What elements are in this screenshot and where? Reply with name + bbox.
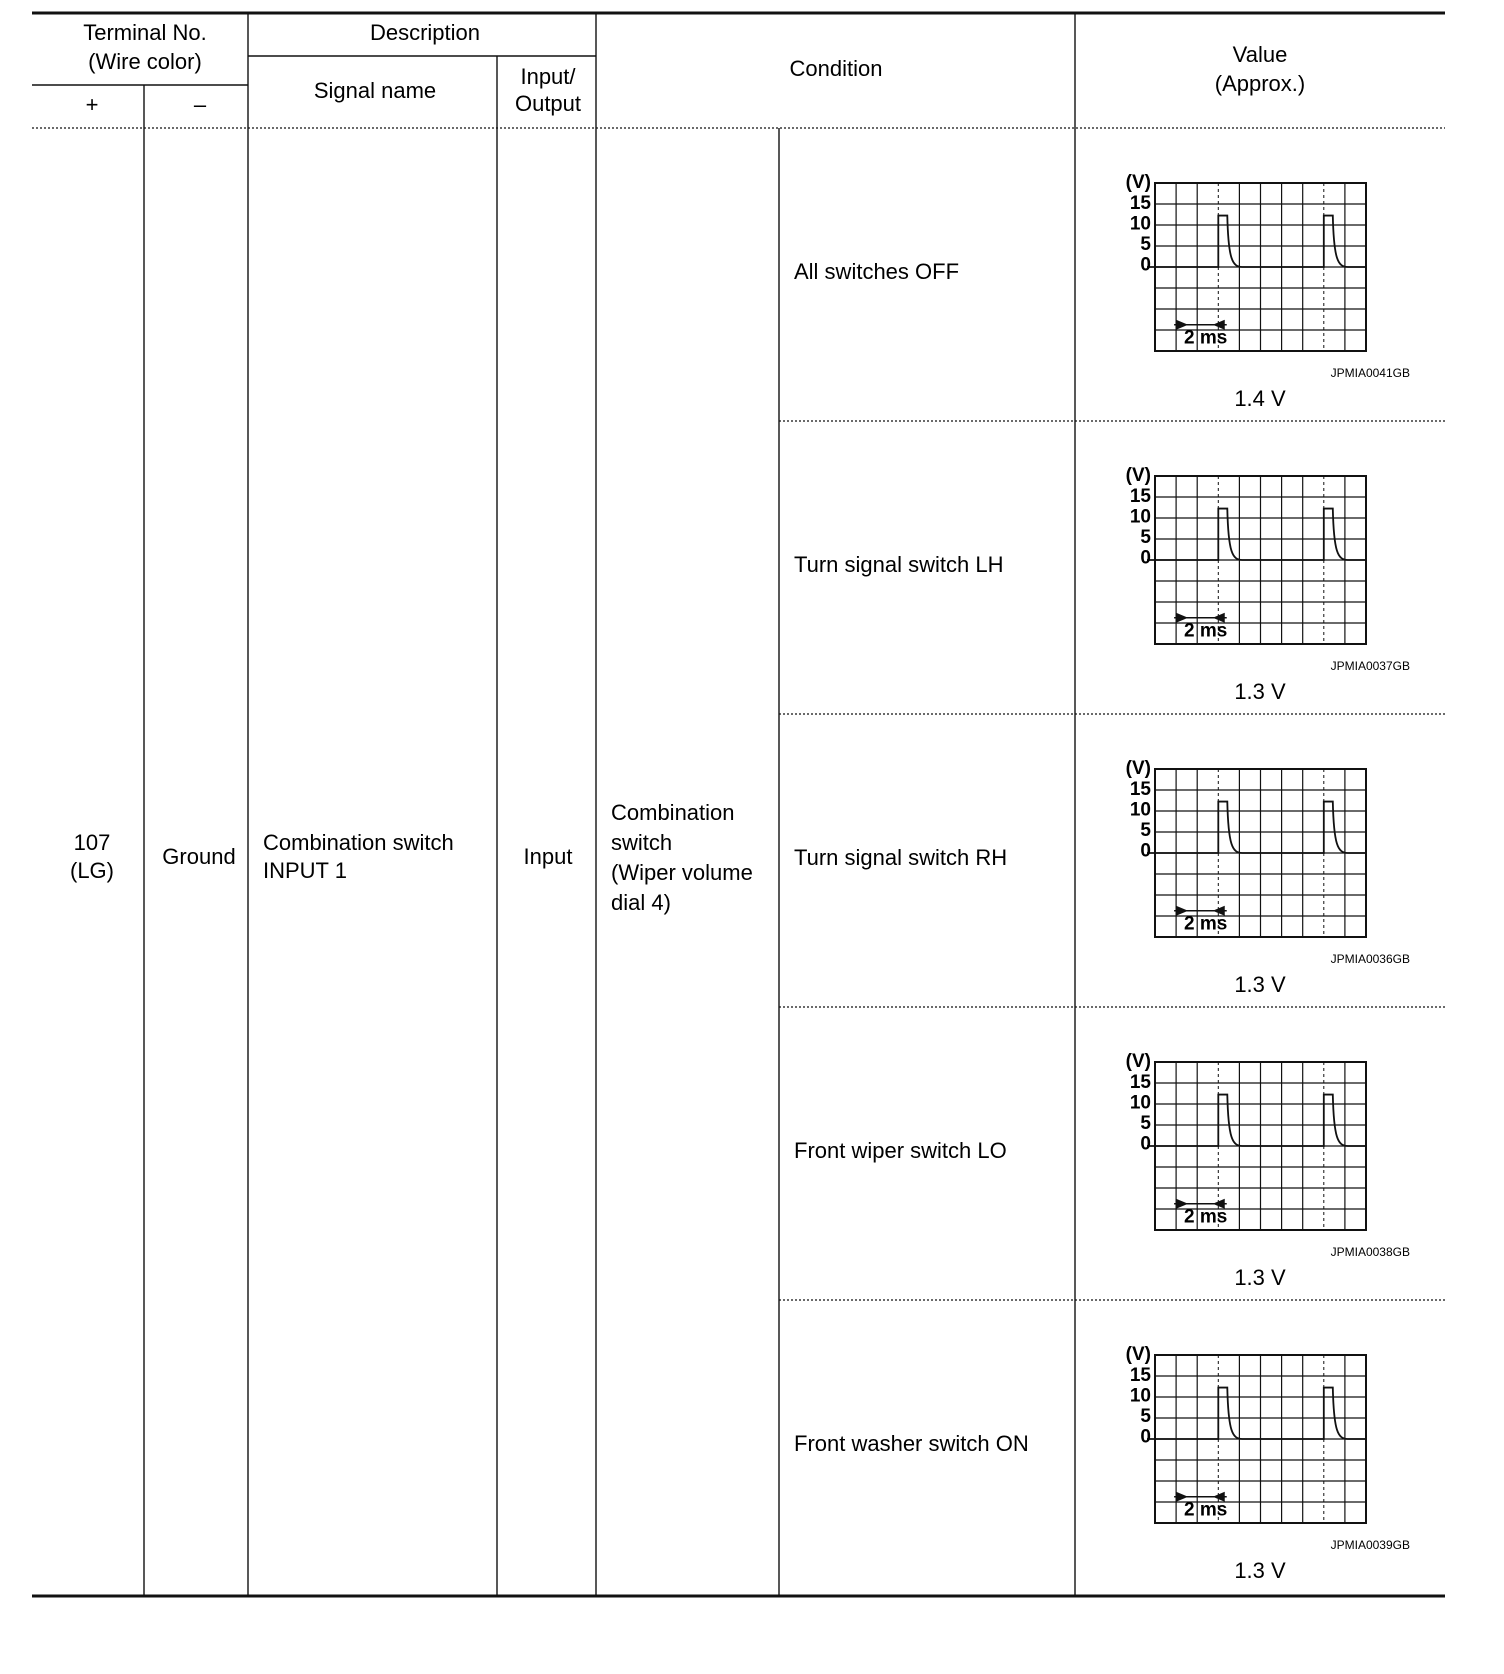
scope-figure bbox=[1126, 1051, 1366, 1230]
header-io-line1: Input/ bbox=[520, 64, 576, 89]
volt-tick-label: 15 bbox=[1129, 1365, 1151, 1386]
volt-unit: (V) bbox=[1125, 758, 1151, 779]
volt-tick-label: 15 bbox=[1129, 779, 1151, 800]
volt-tick-label: 10 bbox=[1129, 213, 1151, 235]
wire-color: (LG) bbox=[70, 858, 114, 883]
header-description: Description bbox=[369, 20, 481, 45]
time-label: 2 ms bbox=[1183, 327, 1228, 349]
time-label: 2 ms bbox=[1183, 1499, 1228, 1521]
condition-group-line2: switch bbox=[611, 830, 673, 855]
volt-tick-label: 10 bbox=[1129, 799, 1151, 821]
condition-group-line4: dial 4) bbox=[611, 890, 671, 915]
volt-tick-label: 0 bbox=[1140, 840, 1151, 862]
subrow-condition: Turn signal switch LH bbox=[794, 552, 1004, 577]
approx-value: 1.3 V bbox=[1234, 972, 1286, 997]
volt-unit: (V) bbox=[1125, 172, 1151, 193]
time-label: 2 ms bbox=[1183, 1206, 1228, 1228]
figure-id: JPMIA0036GB bbox=[1330, 952, 1410, 966]
condition-group-line3: (Wiper volume bbox=[611, 860, 753, 885]
volt-tick-label: 5 bbox=[1140, 1113, 1151, 1134]
subrow-condition: All switches OFF bbox=[794, 259, 960, 284]
volt-tick-label: 15 bbox=[1129, 486, 1151, 507]
header-signal-name: Signal name bbox=[313, 78, 437, 103]
approx-value: 1.3 V bbox=[1234, 679, 1286, 704]
ground-terminal: Ground bbox=[162, 844, 236, 869]
time-label: 2 ms bbox=[1183, 913, 1228, 935]
volt-unit: (V) bbox=[1125, 465, 1151, 486]
volt-tick-label: 5 bbox=[1140, 820, 1151, 841]
subrow-condition: Front wiper switch LO bbox=[794, 1138, 1007, 1163]
header-terminal-no: Terminal No. bbox=[83, 20, 207, 45]
volt-tick-label: 15 bbox=[1129, 193, 1151, 214]
approx-value: 1.3 V bbox=[1234, 1558, 1286, 1583]
volt-tick-label: 5 bbox=[1140, 234, 1151, 255]
figure-id: JPMIA0039GB bbox=[1330, 1538, 1410, 1552]
volt-tick-label: 10 bbox=[1129, 1092, 1151, 1114]
subrow bbox=[794, 172, 1410, 411]
header-wire-color: (Wire color) bbox=[88, 49, 202, 74]
volt-tick-label: 5 bbox=[1140, 1406, 1151, 1427]
signal-name-line1: Combination switch bbox=[263, 830, 454, 855]
header-minus: – bbox=[193, 92, 207, 117]
scope-figure bbox=[1126, 758, 1366, 937]
subrow bbox=[794, 465, 1410, 704]
volt-tick-label: 0 bbox=[1140, 1133, 1151, 1155]
subrow bbox=[794, 758, 1410, 997]
header-value: Value bbox=[1232, 42, 1288, 67]
figure-id: JPMIA0038GB bbox=[1330, 1245, 1410, 1259]
scope-figure bbox=[1126, 1344, 1366, 1523]
subrow bbox=[794, 1344, 1410, 1583]
subrow bbox=[794, 1051, 1410, 1290]
io-value: Input bbox=[523, 844, 573, 869]
terminal-number: 107 bbox=[73, 830, 111, 855]
volt-tick-label: 0 bbox=[1140, 547, 1151, 569]
subrow-condition: Front washer switch ON bbox=[794, 1431, 1029, 1456]
signal-name-line2: INPUT 1 bbox=[263, 858, 347, 883]
scope-figure bbox=[1126, 172, 1366, 351]
volt-tick-label: 0 bbox=[1140, 1426, 1151, 1448]
header-plus: + bbox=[85, 92, 99, 117]
time-label: 2 ms bbox=[1183, 620, 1228, 642]
condition-group-line1: Combination bbox=[611, 800, 735, 825]
figure-id: JPMIA0037GB bbox=[1330, 659, 1410, 673]
approx-value: 1.3 V bbox=[1234, 1265, 1286, 1290]
volt-tick-label: 0 bbox=[1140, 254, 1151, 276]
volt-tick-label: 10 bbox=[1129, 1385, 1151, 1407]
approx-value: 1.4 V bbox=[1234, 386, 1286, 411]
header-condition: Condition bbox=[789, 56, 883, 81]
volt-tick-label: 10 bbox=[1129, 506, 1151, 528]
subrow-condition: Turn signal switch RH bbox=[794, 845, 1008, 870]
header-approx: (Approx.) bbox=[1214, 71, 1306, 96]
subrow-list bbox=[794, 172, 1410, 1583]
volt-tick-label: 5 bbox=[1140, 527, 1151, 548]
scope-figure bbox=[1126, 465, 1366, 644]
header-io-line2: Output bbox=[514, 91, 582, 116]
volt-unit: (V) bbox=[1125, 1051, 1151, 1072]
volt-unit: (V) bbox=[1125, 1344, 1151, 1365]
figure-id: JPMIA0041GB bbox=[1330, 366, 1410, 380]
volt-tick-label: 15 bbox=[1129, 1072, 1151, 1093]
